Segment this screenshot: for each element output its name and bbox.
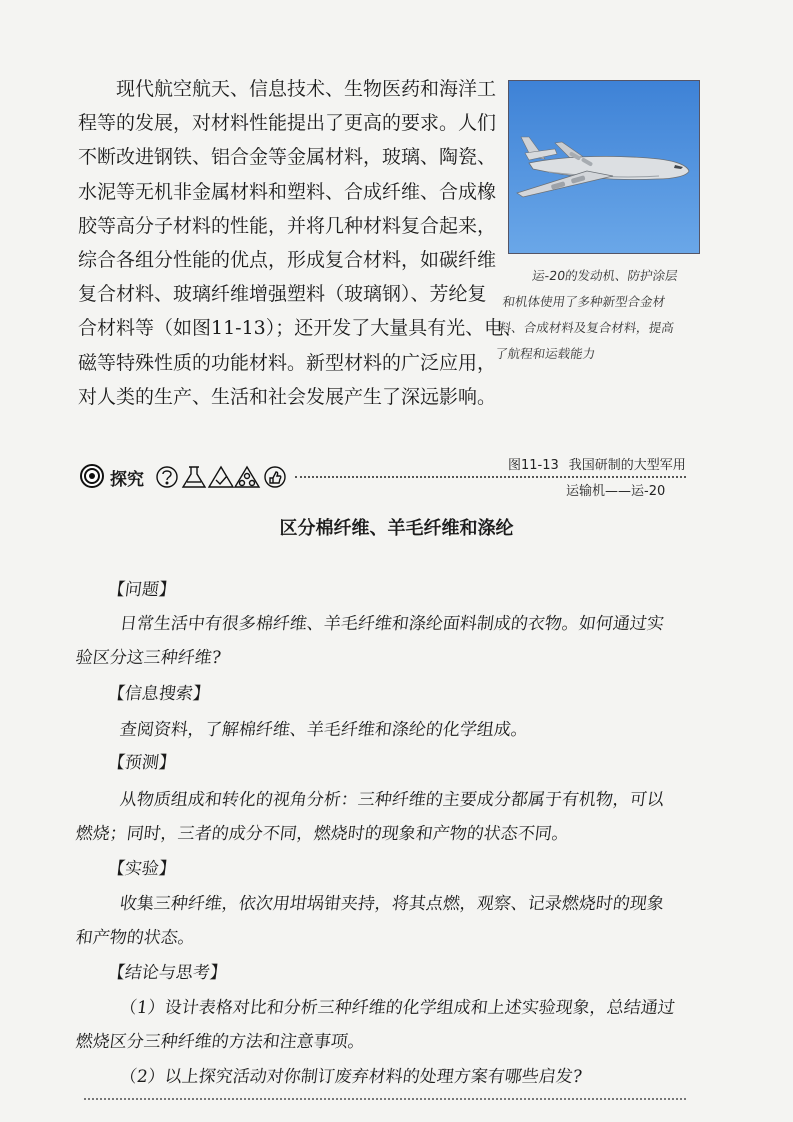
info-heading: 【信息搜索】	[106, 684, 212, 704]
question-line: 验区分这三种纤维?	[74, 648, 223, 668]
conclusion-2-text	[78, 1060, 692, 1094]
intro-line: 水泥等无机非金属材料和塑料、合成纤维、合成橡	[78, 180, 497, 203]
bottom-divider	[84, 1098, 686, 1100]
info-text	[78, 713, 692, 747]
intro-line: 综合各组分性能的优点，形成复合材料，如碳纤维	[78, 249, 497, 272]
intro-line: 合材料等（如图11-13）；还开发了大量具有光、电、	[78, 317, 523, 340]
intro-line: 对人类的生产、生活和社会发展产生了深远影响。	[78, 385, 497, 408]
intro-paragraph	[78, 72, 523, 414]
share-icon	[235, 467, 259, 487]
experiment-line: 和产物的状态。	[74, 928, 196, 948]
predict-text	[74, 783, 692, 851]
intro-line: 不断改进钢铁、铝合金等金属材料，玻璃、陶瓷、	[78, 146, 497, 169]
conclusion-2-line: （2）以上探究活动对你制订废弃材料的处理方案有哪些启发?	[118, 1067, 584, 1087]
conclusion-heading: 【结论与思考】	[106, 963, 229, 983]
intro-line: 磁等特殊性质的功能材料。新型材料的广泛应用，	[78, 351, 497, 374]
experiment-text	[74, 887, 692, 955]
target-icon	[80, 464, 104, 488]
triangle-check-icon	[209, 467, 233, 487]
aircraft-photo	[508, 80, 700, 254]
intro-line: 现代航空航天、信息技术、生物医药和海洋工	[116, 78, 497, 100]
conclusion-1-line: （1）设计表格对比和分析三种纤维的化学组成和上述实验现象，总结通过	[118, 998, 676, 1018]
figure-description-line: 运-20的发动机、防护涂层	[531, 268, 679, 283]
info-line: 查阅资料，了解棉纤维、羊毛纤维和涤纶的化学组成。	[118, 720, 530, 740]
section-title: 区分棉纤维、羊毛纤维和涤纶	[279, 518, 514, 539]
conclusion-1-text	[74, 991, 692, 1059]
question-line: 日常生活中有很多棉纤维、羊毛纤维和涤纶面料制成的衣物。如何通过实	[118, 614, 666, 634]
question-icon	[157, 467, 177, 487]
predict-line: 燃烧；同时，三者的成分不同，燃烧时的现象和产物的状态不同。	[74, 824, 570, 844]
explore-label: 探究	[110, 470, 144, 490]
figure-title-line2: 运输机——运-20	[566, 484, 666, 499]
intro-line: 复合材料、玻璃纤维增强塑料（玻璃钢）、芳纶复	[78, 283, 487, 306]
flask-icon	[183, 467, 205, 487]
intro-line: 程等的发展，对材料性能提出了更高的要求。人们	[78, 112, 497, 135]
explore-bar	[80, 462, 686, 492]
figure-description	[493, 263, 708, 367]
figure-number: 图11-13	[508, 458, 559, 473]
thumb-icon	[265, 467, 285, 487]
predict-heading: 【预测】	[106, 753, 178, 773]
figure-description-line: 和机体使用了多种新型合金材	[501, 294, 667, 309]
figure-description-line: 了航程和运载能力	[494, 346, 597, 361]
y20-aircraft-illustration	[509, 81, 699, 253]
figure-description-line: 料、合成材料及复合材料，提高	[497, 320, 676, 335]
experiment-line: 收集三种纤维，依次用坩埚钳夹持，将其点燃，观察、记录燃烧时的现象	[118, 894, 666, 914]
explore-divider	[295, 476, 686, 478]
question-heading: 【问题】	[106, 580, 178, 600]
experiment-heading: 【实验】	[106, 859, 178, 879]
conclusion-1-line: 燃烧区分三种纤维的方法和注意事项。	[74, 1032, 366, 1052]
question-text	[74, 607, 692, 675]
predict-line: 从物质组成和转化的视角分析：三种纤维的主要成分都属于有机物，可以	[118, 790, 666, 810]
intro-line: 胶等高分子材料的性能，并将几种材料复合起来，	[78, 214, 497, 237]
inquiry-steps-icons	[155, 464, 290, 490]
figure-title-line1: 我国研制的大型军用	[568, 458, 686, 473]
